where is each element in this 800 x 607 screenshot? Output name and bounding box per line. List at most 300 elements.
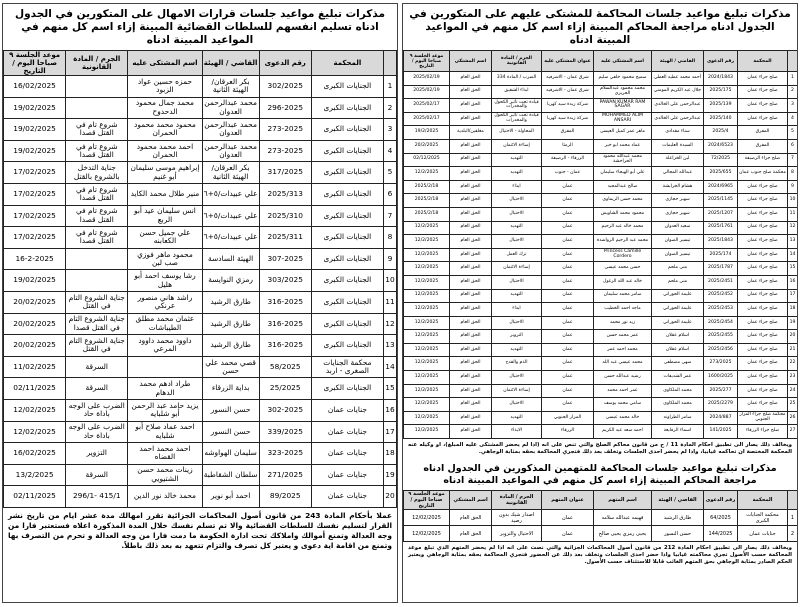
table-cell: التزوير xyxy=(66,443,128,465)
table-cell: محمد الملكاوي xyxy=(652,398,704,412)
column-header: القاضي / الهيئة xyxy=(652,51,704,72)
table-cell: صلح جزاء عمان xyxy=(738,289,788,303)
table-cell: عليمة الحوراني xyxy=(652,289,704,303)
table-cell: حسن النسور xyxy=(202,399,259,421)
table-cell: 20 xyxy=(788,330,798,344)
table-cell: 22 xyxy=(788,357,798,371)
table-cell: الحق العام xyxy=(450,194,492,208)
table-cell: 20 xyxy=(383,486,396,508)
table-cell: المفرق xyxy=(542,126,594,140)
table-cell: 2025/2451 xyxy=(704,275,738,289)
table-row xyxy=(4,291,397,313)
table-row xyxy=(404,235,798,249)
table-cell: اسماء الرفايعة xyxy=(652,425,704,439)
column-header: رقم الدعوى xyxy=(704,51,738,72)
table-cell: السرقة xyxy=(66,356,128,378)
table-cell: الرمثا xyxy=(542,139,594,153)
table-row xyxy=(404,411,798,425)
table-cell xyxy=(66,248,128,270)
table-row xyxy=(404,289,798,303)
column-header: اسم المتهم xyxy=(594,491,652,510)
table-row xyxy=(4,335,397,357)
column-header: عنوان المتهم xyxy=(542,491,594,510)
table-row xyxy=(4,97,397,119)
table-cell: 9 xyxy=(788,180,798,194)
table-cell: سناء مقدادي xyxy=(652,126,704,140)
table-cell: قيادة تحت تأثير الكحول والمخدرات xyxy=(492,112,542,126)
table-cell: 302/2025 xyxy=(259,76,311,98)
table-cell: 3 xyxy=(788,99,798,113)
table-cell: MOHAMMED ALIM ANSARI xyxy=(594,112,652,126)
table-cell: عمر احمد محمد xyxy=(594,384,652,398)
table-row xyxy=(404,425,798,439)
table-cell: محمد عبدالله محمود الحراحشة xyxy=(594,153,652,167)
table-cell: أحمد محمد عطيه العطي xyxy=(652,72,704,86)
table-cell: PAWAN KUMAR RAM SAGAR xyxy=(594,99,652,113)
table-cell: اسلام عقلان xyxy=(652,343,704,357)
table-cell: عمان xyxy=(542,510,594,526)
table-cell: 19/02/2025 xyxy=(4,119,66,141)
left-notice-legal-note: عملا بأحكام المادة 243 من قانون أصول المحاكمات الجزائية تقرر امهالك مدة عشر ايام من تاريخ نشر القرار لتسليم نفسك للسلطات القضائية والا تم تسلم نفسك خلال المدة المذكورة اعلاه فستعتبر فارا من وجه العدالة وتمنع أموالك واملاكك تحت ادارة الحكومة ما دمت فارا من وجه العدالة و تحرم من التصرف بها وتمنع من اقامة اية دعوى و يعتبر كل تصرف والتزام تتعهد به بعد ذلك باطلاً. xyxy=(8,510,392,550)
table-cell: إبراهيم موسى سليمان أبو غنيم xyxy=(128,162,202,184)
table-cell: الاحتيال xyxy=(492,194,542,208)
table-cell: رشيد عبدالله حسن xyxy=(594,371,652,385)
table-cell: 8 xyxy=(383,227,396,249)
table-cell: احمد محمد احمد القضاه xyxy=(128,443,202,465)
left-notice-table xyxy=(3,50,397,508)
table-cell: شركة زبدة سيد كهربا xyxy=(542,99,594,113)
table-cell: سامي محمد يوسف xyxy=(594,398,652,412)
table-cell: التهديد xyxy=(492,289,542,303)
table-cell: عمان - جنوب xyxy=(542,167,594,181)
table-cell: الضرب / المادة 334 xyxy=(492,72,542,86)
table-cell: 11 xyxy=(383,291,396,313)
table-cell: جنايات عمان xyxy=(311,399,383,421)
table-cell: الاحتيال xyxy=(492,398,542,412)
table-cell: حسن محمد عيسى xyxy=(594,262,652,276)
table-cell: عبدالله المجالي xyxy=(652,167,704,181)
table-cell: الحق العام xyxy=(450,139,492,153)
table-cell: 16/02/2025 xyxy=(4,76,66,98)
table-cell: 2025/1843 xyxy=(704,235,738,249)
table-cell: 12/02/2025 xyxy=(404,510,450,526)
column-header: القاضي / الهيئة xyxy=(652,491,704,510)
table-cell: الحق العام xyxy=(450,357,492,371)
table-cell: 5 xyxy=(788,126,798,140)
table-row xyxy=(4,248,397,270)
table-cell: عمان xyxy=(542,526,594,542)
table-cell: داوود محمد داوود المرعي xyxy=(128,335,202,357)
table-cell: 316-2025 xyxy=(259,291,311,313)
table-cell: الحق العام xyxy=(450,207,492,221)
table-cell: شروع تام في القتل قصدا xyxy=(66,205,128,227)
table-cell: 2025/655 xyxy=(704,167,738,181)
table-cell: 10 xyxy=(383,270,396,292)
table-cell: 26 xyxy=(788,411,798,425)
table-cell: جنايات عمان xyxy=(311,464,383,486)
table-cell: عبدالرحمن علي الخالدي xyxy=(652,112,704,126)
table-cell: الحق العام xyxy=(450,235,492,249)
table-cell: الاحتيال xyxy=(492,207,542,221)
table-cell: 2025/02/17 xyxy=(404,112,450,126)
table-cell: محمد عيسى عبد الله xyxy=(594,357,652,371)
table-cell: منى ملحم xyxy=(652,262,704,276)
table-cell: 12 xyxy=(788,221,798,235)
table-cell: 12/02/2025 xyxy=(4,399,66,421)
table-row xyxy=(404,526,798,542)
table-cell: 17/02/2025 xyxy=(4,183,66,205)
table-cell: جناية الشروع التام في القتل xyxy=(66,335,128,357)
table-cell: ايذاء xyxy=(492,180,542,194)
table-cell: الحق العام xyxy=(450,99,492,113)
table-cell: الزرقاء xyxy=(542,425,594,439)
table-cell: 3 xyxy=(383,119,396,141)
table-cell: الحق العام xyxy=(450,330,492,344)
table-cell: 2025/2453 xyxy=(704,303,738,317)
table-row xyxy=(4,162,397,184)
table-cell: 2025/2/18 xyxy=(404,207,450,221)
table-cell: محكمة الجنايات الصغرى - اربد xyxy=(311,356,383,378)
table-cell: جناية التدخل بالشروع بالقتل xyxy=(66,162,128,184)
table-row xyxy=(4,399,397,421)
table-cell: صلح جزاء عمان xyxy=(738,207,788,221)
table-cell: الاحتيال xyxy=(492,371,542,385)
table-cell: 2025/1145 xyxy=(704,194,738,208)
table-cell: 16/02/2025 xyxy=(4,443,66,465)
table-cell: يزيد حامد عبد الرحمن أبو شلبايه xyxy=(128,399,202,421)
table-cell: 14 xyxy=(383,356,396,378)
table-row xyxy=(4,486,397,508)
table-cell: 02/12/2025 xyxy=(404,153,450,167)
table-cell: 4 xyxy=(383,140,396,162)
table-cell: 2025/2452 xyxy=(704,289,738,303)
table-cell: قصي محمد علي حسن xyxy=(202,356,259,378)
table-cell: 2025/140 xyxy=(704,112,738,126)
table-cell: الحق العام xyxy=(450,153,492,167)
table-cell: طارق الرشيد xyxy=(202,335,259,357)
table-cell: محكمة صلح جنوب عمان xyxy=(738,167,788,181)
table-cell: 6 xyxy=(788,139,798,153)
table-cell: 2025/2279 xyxy=(704,398,738,412)
table-row xyxy=(4,119,397,141)
right-notice-note-1: ويخالف ذلك يصار الى تطبيق احكام المادة 11 / ج من قانون محاكم الصلح والتي تنص على انه (اذا لم يحضر المشتكى عليه المبلغ)، او وكيله عنه المحكمة المختصة ان تحاكمه غيابيا، واذا لم يحضر احدى الجلسات وتخلف بعد ذلك فتجري المحاكمة بحقه بمثابة الوجاهي. xyxy=(408,442,792,456)
table-cell: صلح جزاء عمان xyxy=(738,330,788,344)
table-cell: صلح جزاء عمان xyxy=(738,384,788,398)
table-cell: 12/2/2025 xyxy=(404,221,450,235)
table-cell: المفرق xyxy=(738,126,788,140)
table-cell: عمان xyxy=(542,343,594,357)
table-cell: شروع تام في القتل قصدا xyxy=(66,119,128,141)
right-notice-table xyxy=(403,50,798,439)
table-cell: فهيمه عبدالله سلامه xyxy=(594,510,652,526)
table-cell: محمد خالد عبد الرحيم xyxy=(594,221,652,235)
table-cell: الحق العام xyxy=(450,221,492,235)
table-row xyxy=(404,85,798,99)
table-row xyxy=(404,316,798,330)
table-cell: الايذاء xyxy=(492,425,542,439)
table-cell: 14 xyxy=(788,248,798,262)
table-cell: سامر الطراونه xyxy=(652,411,704,425)
table-cell: الحق العام xyxy=(450,72,492,86)
table-cell: 12/2/2025 xyxy=(404,275,450,289)
table-cell: محمد محمود عبدالسلام الجريري xyxy=(594,85,652,99)
table-cell: 273/2025 xyxy=(704,357,738,371)
table-cell: 19/02/2025 xyxy=(4,270,66,292)
column-header: رقم الدعوى xyxy=(704,491,738,510)
table-cell: 6 xyxy=(383,183,396,205)
table-cell: صلح جزاء عمان xyxy=(738,248,788,262)
table-cell: عمان xyxy=(542,289,594,303)
table-cell: الاحتيال xyxy=(492,275,542,289)
table-cell: التزوير xyxy=(492,330,542,344)
table-cell: زينات محمد حسن الشتيويي xyxy=(128,464,202,486)
table-cell: 273-2025 xyxy=(259,119,311,141)
table-cell: عبدالرحمن علي الخالدي xyxy=(652,99,704,113)
table-cell: اسلام عقلان xyxy=(652,330,704,344)
table-cell: منير طلال محمد الكايد xyxy=(128,183,202,205)
table-row xyxy=(404,207,798,221)
table-cell: لين الخزاعلة xyxy=(652,153,704,167)
column-header: اسم المشتكي xyxy=(450,491,492,510)
table-row xyxy=(404,330,798,344)
table-cell: عثمان محمد مطلق الطيباشات xyxy=(128,313,202,335)
table-row xyxy=(404,139,798,153)
table-cell: سهى مصطفى xyxy=(652,357,704,371)
table-row xyxy=(404,262,798,276)
table-cell: 20/02/2025 xyxy=(4,291,66,313)
table-cell: زيد نور محمد xyxy=(594,316,652,330)
table-cell: 20/2/2025 xyxy=(404,139,450,153)
table-cell: 2025/4 xyxy=(704,126,738,140)
table-row xyxy=(4,313,397,335)
table-cell: السرقة xyxy=(66,464,128,486)
table-row xyxy=(404,194,798,208)
table-cell: جنايات عمان xyxy=(311,486,383,508)
table-cell: 16 xyxy=(788,275,798,289)
table-cell: 271/2025 xyxy=(259,464,311,486)
table-cell: الجنايات الكبرى xyxy=(311,378,383,400)
table-cell: 2024/6523 xyxy=(704,139,738,153)
table-cell: 7 xyxy=(788,153,798,167)
table-cell: 2025/174 xyxy=(704,248,738,262)
table-cell: 2025/310 xyxy=(259,205,311,227)
right-notice-title: مذكرات تبليغ مواعيد جلسات المحاكمة للمشتكى عليهم على المتكورين في الجدول ادناه مراجعة المحاكم المبينة إزاء اسم كل منهم في المواعيد المبينة ادناه xyxy=(409,8,791,46)
table-cell: 16 xyxy=(383,399,396,421)
table-cell: الجنايات الكبرى xyxy=(311,162,383,184)
table-cell: 141/2025 xyxy=(704,425,738,439)
table-cell: عمان xyxy=(542,207,594,221)
table-row xyxy=(404,99,798,113)
column-header: القاضي / الهيئة xyxy=(202,51,259,76)
table-cell: عمان xyxy=(542,221,594,235)
table-cell: 15 xyxy=(788,262,798,276)
table-cell: الحق العام xyxy=(450,248,492,262)
table-cell: عمان xyxy=(542,194,594,208)
right-notice-title-2: مذكرات تبليغ مواعيد جلسات المحاكمة للمتهمين المذكورين في الجدول ادناه مراجعة المحاكم المبينة إزاء اسم كل منهم في المواعيد المبينة ادناه xyxy=(423,463,777,487)
table-cell: 2025/175 xyxy=(704,85,738,99)
table-cell: الحق العام xyxy=(450,303,492,317)
column-header: موعد الجلسة ٩ صباحا اليوم / التاريخ xyxy=(404,491,450,510)
table-row xyxy=(4,356,397,378)
table-cell: عماد محمد ابو خير xyxy=(594,139,652,153)
table-cell: صلح جزاء عمان xyxy=(738,235,788,249)
table-cell: رشا يوسف احمد أبو هليل xyxy=(128,270,202,292)
table-cell: الجنايات الكبرى xyxy=(311,97,383,119)
table-cell: صلح جزاء عمان xyxy=(738,357,788,371)
column-header: عنوان المشتكى عليه xyxy=(542,51,594,72)
table-cell: 19/2/2025 xyxy=(404,126,450,140)
table-cell: التهديد xyxy=(492,343,542,357)
table-cell: 13 xyxy=(383,335,396,357)
table-cell: 12/2/2025 xyxy=(404,425,450,439)
table-cell: 17 xyxy=(788,289,798,303)
table-cell: Princess Camille Cordero xyxy=(594,248,652,262)
table-cell: الحق العام xyxy=(450,180,492,194)
table-row xyxy=(404,510,798,526)
table-cell: الحق العام xyxy=(450,510,492,526)
table-cell: 12/02/2025 xyxy=(404,526,450,542)
table-cell: إساءة الائتمان xyxy=(492,384,542,398)
table-cell: 2025/311 xyxy=(259,227,311,249)
table-cell: سهير حجازي xyxy=(652,207,704,221)
table-row xyxy=(404,248,798,262)
table-cell: الحق العام xyxy=(450,167,492,181)
table-cell: 25 xyxy=(788,398,798,412)
table-row xyxy=(4,205,397,227)
table-cell: 19/02/2025 xyxy=(4,140,66,162)
table-cell: تيسير الصوان xyxy=(652,235,704,249)
table-cell: محكمة صلح جزاء المزار الجنوبي xyxy=(738,411,788,425)
table-cell: 1 xyxy=(383,76,396,98)
table-cell: التهديد xyxy=(492,167,542,181)
table-cell xyxy=(66,270,128,292)
table-cell: عمان xyxy=(542,357,594,371)
table-cell: علي أبو الهيجاء سليمان xyxy=(594,167,652,181)
table-cell: بكر العرقان/الهيئة الثانية xyxy=(202,76,259,98)
table-cell: 12/2/2025 xyxy=(404,316,450,330)
table-cell: صالح عبدالمجيد xyxy=(594,180,652,194)
table-cell: 316-2025 xyxy=(259,313,311,335)
table-row xyxy=(404,398,798,412)
table-cell: 20/02/2025 xyxy=(4,335,66,357)
table-cell: 2025/277 xyxy=(704,384,738,398)
table-cell: 2025/313 xyxy=(259,183,311,205)
table-cell: الاحتيال والتزوير xyxy=(492,526,542,542)
table-cell: 15 xyxy=(383,378,396,400)
table-cell: عمر محمد حسن xyxy=(594,330,652,344)
table-cell: 2025/2/18 xyxy=(404,194,450,208)
table-cell: 2025/1787 xyxy=(704,262,738,276)
table-row xyxy=(404,371,798,385)
table-cell: محمود محمد محمود الحمران xyxy=(128,119,202,141)
table-cell: 1 xyxy=(788,510,798,526)
table-cell: عمان xyxy=(542,384,594,398)
table-cell: احمد محمد محمود الحمران xyxy=(128,140,202,162)
table-cell: محمد احمد عمر xyxy=(594,343,652,357)
table-cell: عمان xyxy=(542,262,594,276)
table-cell: 18 xyxy=(788,303,798,317)
table-cell: 24 xyxy=(788,384,798,398)
table-cell: الضرب على الوجه باداة حاد xyxy=(66,421,128,443)
table-cell: الحق العام xyxy=(450,343,492,357)
table-cell: راشد هاني منصور عرنكي xyxy=(128,291,202,313)
table-cell: ماجد احمد الخطيب xyxy=(594,303,652,317)
table-cell: ايذاء الشقيق xyxy=(492,85,542,99)
table-row xyxy=(4,140,397,162)
table-row xyxy=(4,378,397,400)
table-cell: 2025/2455 xyxy=(704,330,738,344)
table-cell: صلح جزاء عمان xyxy=(738,343,788,357)
table-cell: الحق العام xyxy=(450,371,492,385)
column-header: اسم المشتكى عليه xyxy=(128,51,202,76)
table-cell: سامر محمد سليمان xyxy=(594,289,652,303)
table-cell: محمود محمد الشاويش xyxy=(594,207,652,221)
table-cell: 273-2025 xyxy=(259,140,311,162)
table-header-row xyxy=(404,491,798,510)
table-cell: الحق العام xyxy=(450,398,492,412)
table-cell: محمد عبدالرحمن العدوان xyxy=(202,119,259,141)
left-notice-title: مذكرات تبليغ مواعيد جلسات قرارات الامهال على المتكورين في الجدول ادناه تسليم انفسهم للسلطات القضائية المبينة إزاء اسم كل منهم في المواعيد المبينة ادناه xyxy=(15,8,385,46)
table-row xyxy=(404,275,798,289)
table-row xyxy=(404,357,798,371)
table-cell: عمان xyxy=(542,303,594,317)
table-cell: الهيئة السادسة xyxy=(202,248,259,270)
table-cell: 323-2025 xyxy=(259,443,311,465)
table-cell: 19/02/2025 xyxy=(4,97,66,119)
table-cell: الحق العام xyxy=(450,275,492,289)
table-cell: صلح جزاء عمان xyxy=(738,221,788,235)
table-cell: صلح جزاء عمان xyxy=(738,72,788,86)
table-row xyxy=(404,343,798,357)
table-cell: ماهر عمر كميل العيسى xyxy=(594,126,652,140)
table-cell: صلح جزاء عمان xyxy=(738,99,788,113)
column-header: اسم المشتكي xyxy=(450,51,492,72)
table-cell: 13 xyxy=(788,235,798,249)
table-cell: شرق عمان - الاشرفيه xyxy=(542,85,594,99)
table-cell: 12/2/2025 xyxy=(404,248,450,262)
table-cell: بداية الزرقاء xyxy=(202,378,259,400)
table-cell: سعيد العدوان xyxy=(652,221,704,235)
table-cell: 307-2025 xyxy=(259,248,311,270)
table-cell: عمان xyxy=(542,180,594,194)
table-cell: مغلقين/البلدية xyxy=(450,126,492,140)
table-row xyxy=(4,183,397,205)
table-cell: 317/2025 xyxy=(259,162,311,184)
table-cell: سميح محمود خلفي سليم xyxy=(594,72,652,86)
table-cell: صلح جزاء عمان xyxy=(738,262,788,276)
table-cell: 72/2025 xyxy=(704,153,738,167)
table-cell: الجنايات الكبرى xyxy=(311,248,383,270)
table-cell: 89/2025 xyxy=(259,486,311,508)
table-cell: 18 xyxy=(383,443,396,465)
right-notice-page xyxy=(402,3,798,603)
table-cell: عمان xyxy=(542,235,594,249)
table-cell: 144/2025 xyxy=(704,526,738,542)
table-cell: 2025/02/19 xyxy=(404,72,450,86)
table-cell: جناية الشروع التام في القتل قصدا xyxy=(66,313,128,335)
table-cell: 2025/2456 xyxy=(704,343,738,357)
table-cell: الجنايات الكبرى xyxy=(311,291,383,313)
table-cell: احمد سعد عبد الكريم xyxy=(594,425,652,439)
table-cell: عليمة الحوراني xyxy=(652,316,704,330)
table-cell: 2025/1207 xyxy=(704,207,738,221)
table-cell: 12/2/2025 xyxy=(404,384,450,398)
table-cell: جلال عبد الكريم المومني xyxy=(652,85,704,99)
table-cell: حسن النسور xyxy=(652,526,704,542)
table-cell: خالد عبد الله الزغول xyxy=(594,275,652,289)
table-cell: 4 xyxy=(788,112,798,126)
table-row xyxy=(404,153,798,167)
